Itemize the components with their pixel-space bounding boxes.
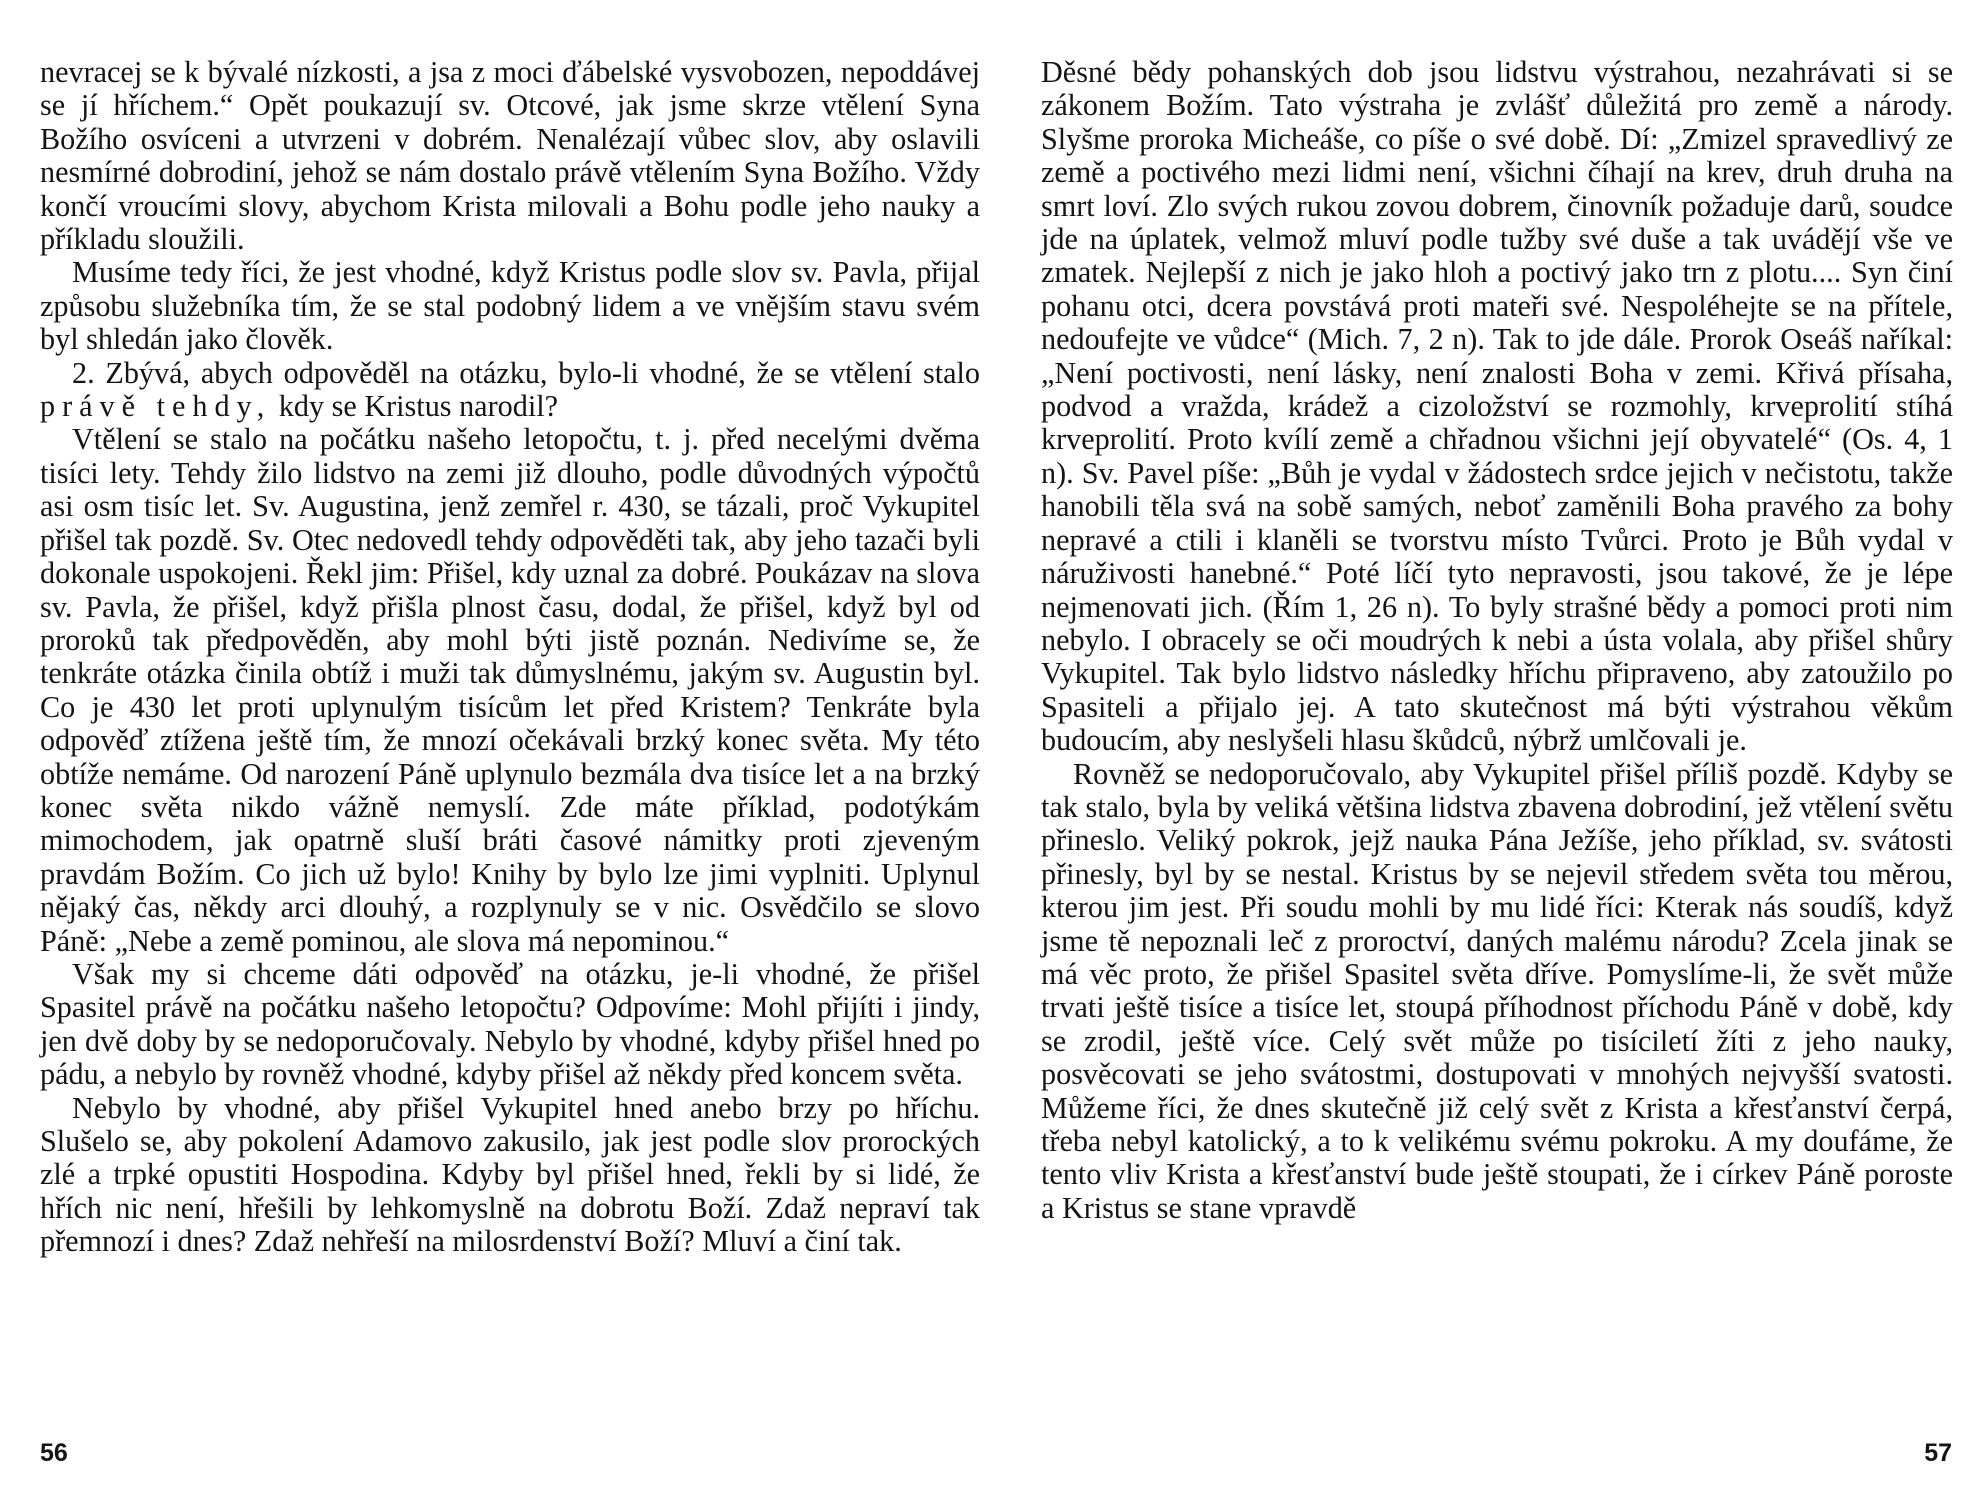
right-text-column xyxy=(1041,56,1953,1225)
question-2-tail: kdy se Kristus narodil? xyxy=(278,389,558,424)
page-number: 56 xyxy=(40,1439,68,1467)
paragraph: Musíme tedy říci, že jest vhodné, když Kristus podle slov sv. Pavla, přijal způsobu služebníka tím, že se stal podobný lidem a ve vnějším stavu svém byl shledán jako člověk. xyxy=(40,255,980,357)
paragraph-question-2 xyxy=(40,357,980,424)
right-page xyxy=(993,0,1986,1500)
paragraph: Děsné bědy pohanských dob jsou lidstvu výstrahou, nezahrávati si se zákonem Božím. Tato výstraha je zvlášť důležitá pro země a národy. Slyšme proroka Micheáše, co píše o své době. Dí: „Zmizel spravedlivý ze země a poctivého mezi lidmi není, všichni číhají na krev, druh druha na smrt loví. Zlo svých rukou zovou dobrem, činovník požaduje darů, soudce jde na úplatek, velmož mluví podle tužby své duše a tak uvádějí vše ve zmatek. Nejlepší z nich je jako hloh a poctivý jako trn z plotu.... Syn činí pohanu otci, dcera povstává proti mateři své. Nespoléhejte se na přítele, nedoufejte ve vůdce“ (Mich. 7, 2 n). Tak to jde dále. Prorok Oseáš naříkal: „Není poctivosti, není lásky, není znalosti Boha v zemi. Křivá přísaha, podvod a vražda, krádež a cizoložství se rozmohly, krveprolití stíhá krveprolití. Proto kvílí země a chřadnou všichni její obyvatelé“ (Os. 4, 1 n). Sv. Pavel píše: „Bůh je vydal v žádostech srdce jejich v nečistotu, takže hanobili těla svá na sobě samých, neboť zaměnili Boha pravého za bohy nepravé a ctili i klaněli se tvorstvu místo Tvůrci. Proto je Bůh vydal v náruživosti hanebné.“ Poté líčí tyto nepravosti, jsou takové, že je lépe nejmenovati jich. (Řím 1, 26 n). To byly strašné bědy a pomoci proti nim nebylo. I obracely se oči moudrých k nebi a ústa volala, aby přišel shůry Vykupitel. Tak bylo lidstvo následky hříchu připraveno, aby zatoužilo po Spasiteli a přijalo jej. A tato skutečnost má býti výstrahou věkům budoucím, aby neslyšeli hlasu škůdců, nýbrž umlčovali je. xyxy=(1041,55,1953,758)
paragraph: Však my si chceme dáti odpověď na otázku, je-li vhodné, že přišel Spasitel právě na počátku našeho letopočtu? Odpovíme: Mohl přijíti i jindy, jen dvě doby by se nedoporučovaly. Nebylo by vhodné, kdyby přišel hned po pádu, a nebylo by rovněž vhodné, kdyby přišel až někdy před koncem světa. xyxy=(40,956,980,1092)
emphasized-words: právě tehdy, xyxy=(40,389,272,424)
paragraph: Vtělení se stalo na počátku našeho letopočtu, t. j. před necelými dvěma tisíci lety. Tehdy žilo lidstvo na zemi již dlouho, podle důvodných výpočtů asi osm tisíc let. Sv. Augustina, jenž zemřel r. 430, se tázali, proč Vykupitel přišel tak pozdě. Sv. Otec nedovedl tehdy odpověděti tak, aby jeho tazači byli dokonale uspokojeni. Řekl jim: Přišel, kdy uznal za dobré. Poukázav na slova sv. Pavla, že přišel, když přišla plnost času, dodal, že přišel, když byl od proroků tak předpověděn, aby mohl býti jistě poznán. Nedivíme se, že tenkráte otázka činila obtíž i muži tak důmyslnému, jakým sv. Augustin byl. Co je 430 let proti uplynulým tisícům let před Kristem? Tenkráte byla odpověď ztížena ještě tím, že mnozí očekávali brzký konec světa. My této obtíže nemáme. Od narození Páně uplynulo bezmála dva tisíce let a na brzký konec světa nikdo vážně nemyslí. Zde máte příklad, podotýkám mimochodem, jak opatrně sluší bráti časové námitky proti zjeveným pravdám Božím. Co jich už bylo! Knihy by bylo lze jimi vyplniti. Uplynul nějaký čas, někdy arci dlouhý, a rozplynuly se v nic. Osvědčilo se slovo Páně: „Nebe a země pominou, ale slova má nepominou.“ xyxy=(40,422,980,958)
question-2-lead: 2. Zbývá, abych odpověděl na otázku, bylo-li vhodné, že se vtělení stalo xyxy=(72,355,980,390)
paragraph: nevracej se k bývalé nízkosti, a jsa z moci ďábelské vysvobozen, nepoddávej se jí hříchem.“ Opět poukazují sv. Otcové, jak jsme skrze vtělení Syna Božího osvíceni a utvrzeni v dobrém. Nenalézají vůbec slov, aby oslavili nesmírné dobrodiní, jehož se nám dostalo právě vtělením Syna Božího. Vždy končí vroucími slovy, abychom Krista milovali a Bohu podle jeho nauky a příkladu sloužili. xyxy=(40,55,980,257)
left-text-column xyxy=(40,56,980,1259)
page-number: 57 xyxy=(1924,1439,1952,1467)
paragraph: Nebylo by vhodné, aby přišel Vykupitel hned anebo brzy po hříchu. Slušelo se, aby pokolení Adamovo zakusilo, jak jest podle slov prorockých zlé a trpké opustiti Hospodina. Kdyby byl přišel hned, řekli by si lidé, že hřích nic není, hřešili by lehkomyslně na dobrotu Boží. Zdaž nepraví tak přemnozí i dnes? Zdaž nehřeší na milosrdenství Boží? Mluví a činí tak. xyxy=(40,1090,980,1259)
paragraph: Rovněž se nedoporučovalo, aby Vykupitel přišel příliš pozdě. Kdyby se tak stalo, byla by veliká většina lidstva zbavena dobrodiní, jež vtělení světu přineslo. Veliký pokrok, jejž nauka Pána Ježíše, jeho příklad, sv. svátosti přinesly, byl by se nestal. Kristus by se nejevil středem světa tou měrou, kterou jim jest. Při soudu mohli by mu lidé říci: Kterak nás soudíš, když jsme tě nepoznali leč z proroctví, daných malému národu? Zcela jinak se má věc proto, že přišel Spasitel světa dříve. Pomyslíme-li, že svět může trvati ještě tisíce a tisíce let, stoupá příhodnost příchodu Páně v době, kdy se zrodil, ještě více. Celý svět může po tisíciletí žíti z jeho nauky, posvěcovati se jeho svátostmi, dostupovati v mnohých nejvyšší svatosti. Můžeme říci, že dnes skutečně již celý svět z Krista a křesťanství čerpá, třeba nebyl katolický, a to k velikému svému pokroku. A my doufáme, že tento vliv Krista a křesťanství bude ještě stoupati, že i církev Páně poroste a Kristus se stane vpravdě xyxy=(1041,756,1953,1225)
